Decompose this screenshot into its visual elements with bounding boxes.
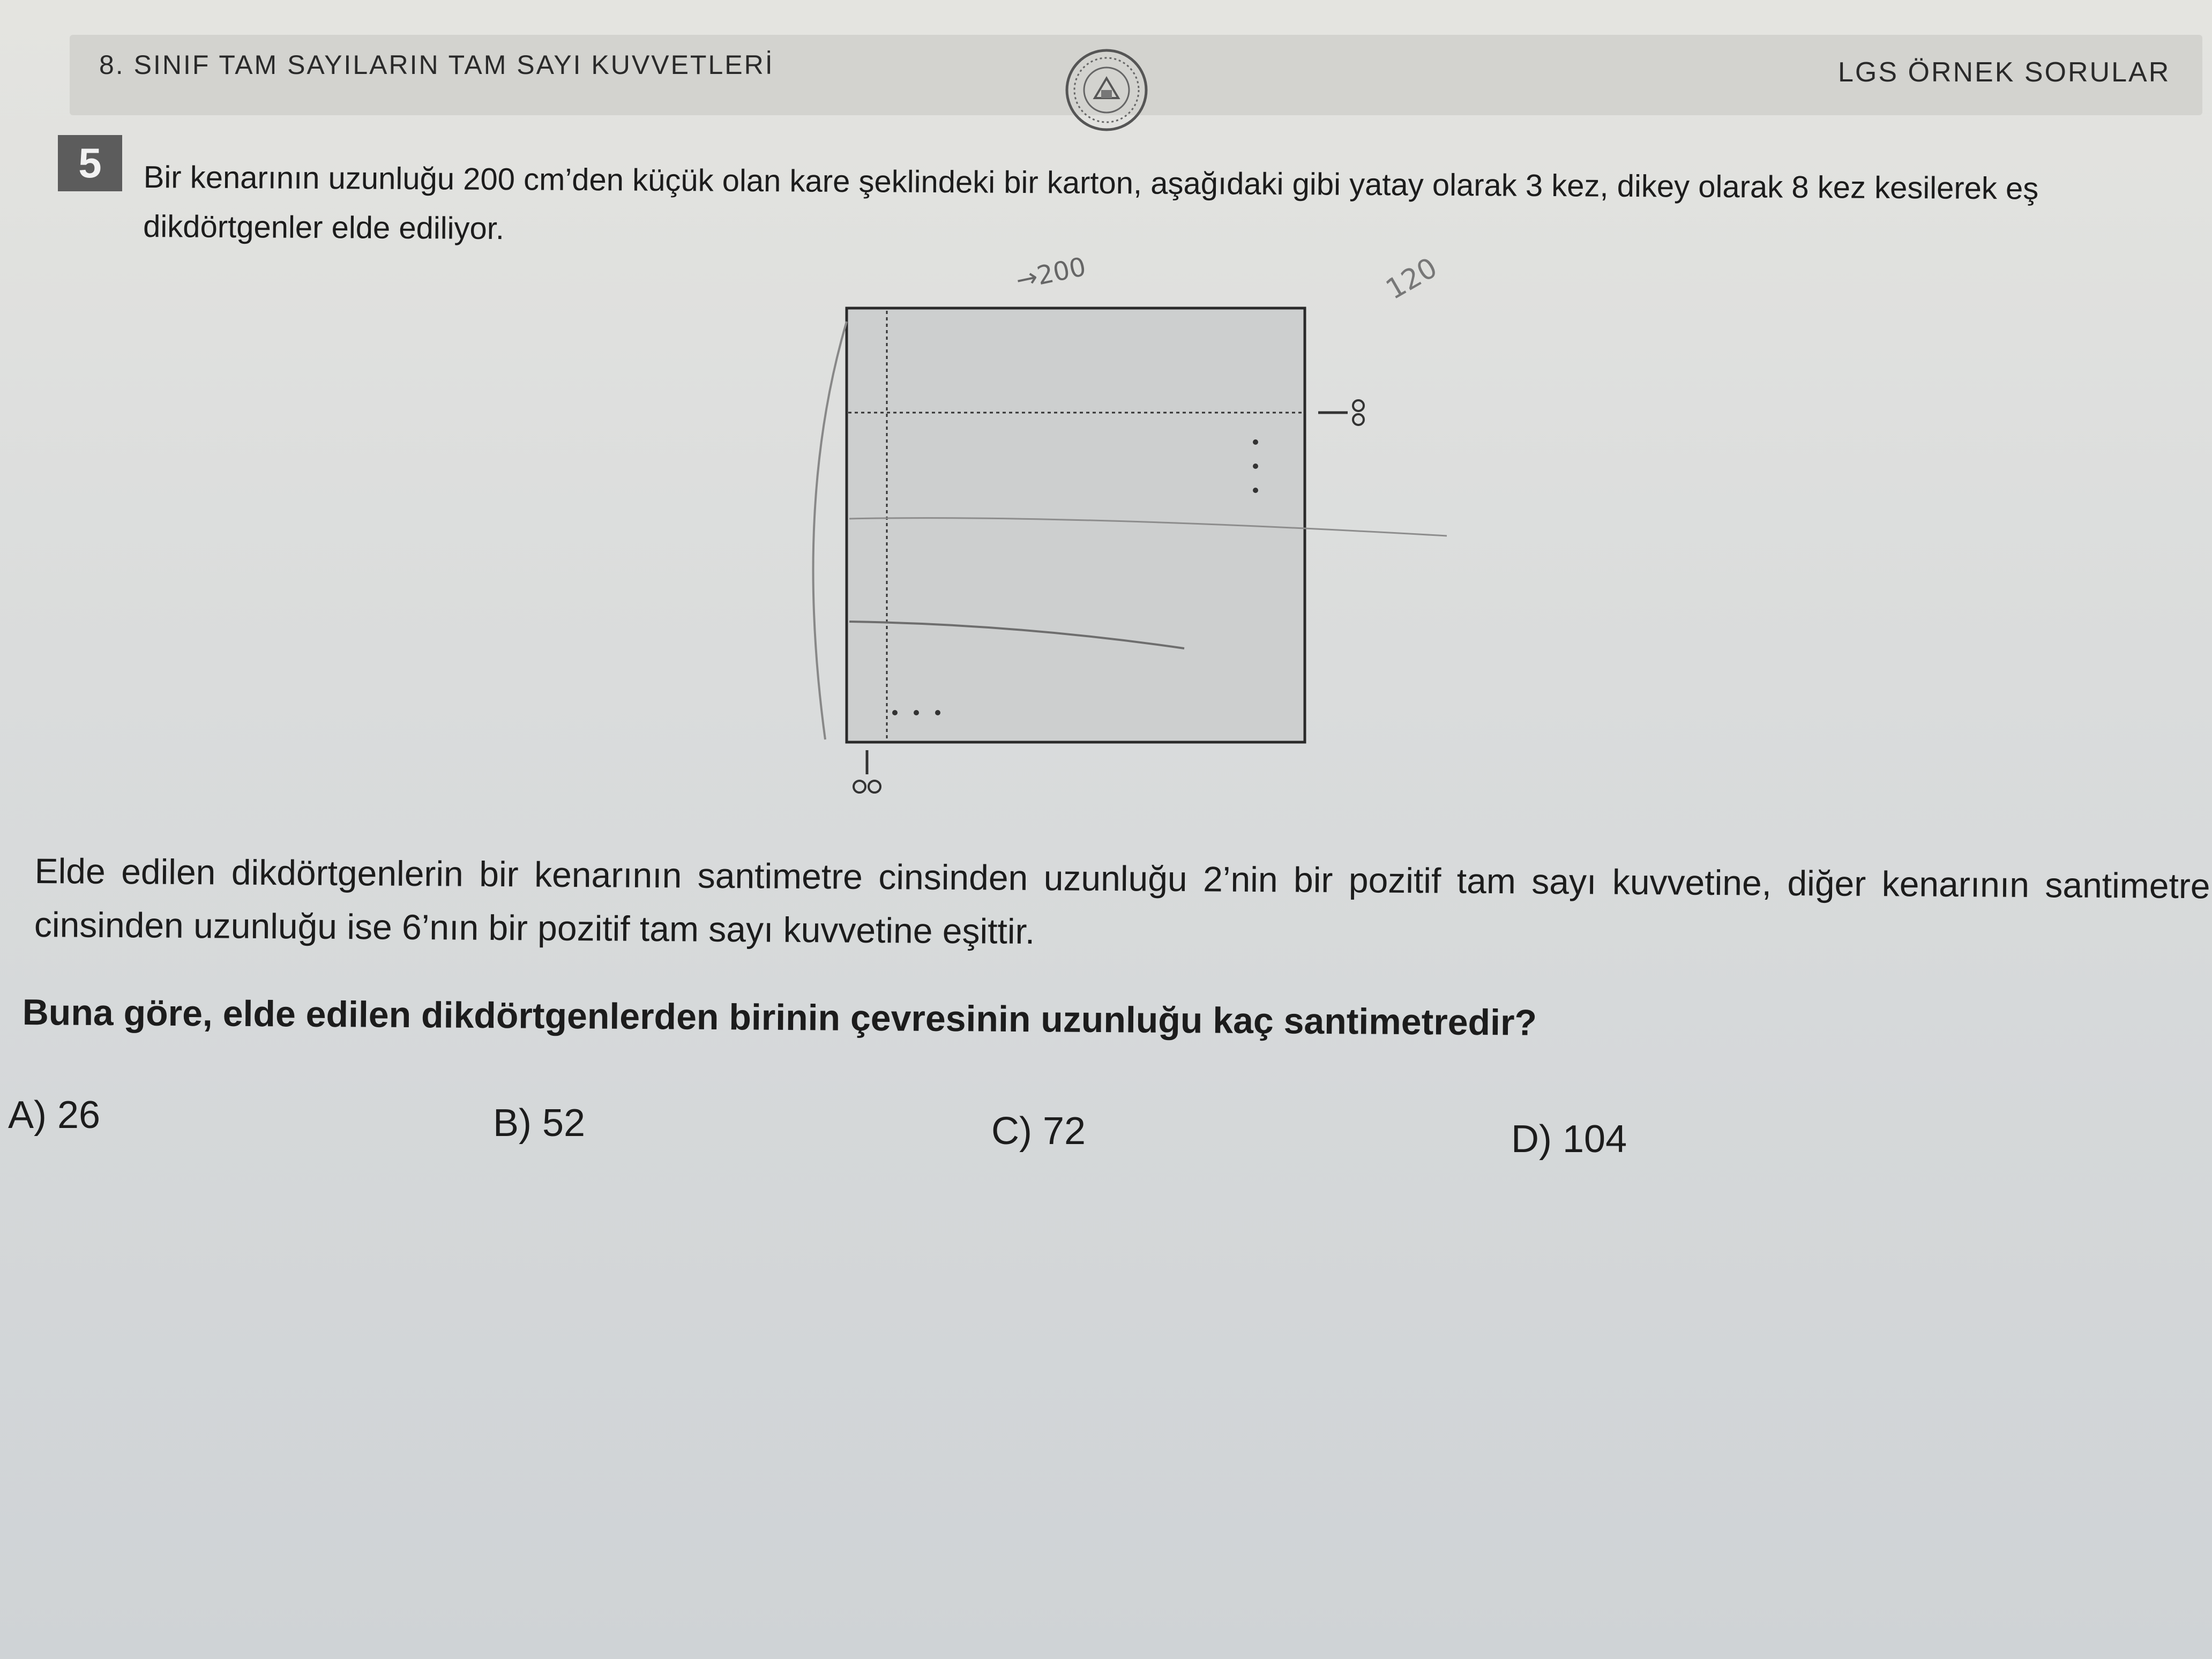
sample-label: LGS ÖRNEK SORULAR xyxy=(1838,57,2171,88)
option-b[interactable]: B) 52 xyxy=(493,1102,586,1145)
handwritten-note: 120 xyxy=(1380,251,1443,307)
question-body: Elde edilen dikdörtgenlerin bir kenarının santimetre cinsinden uzunluğu 2’nin bir pozitif tam sayı kuvvetine, diğer kenarının santimetre cinsinden uzunluğu ise 6’nın bir pozitif tam sayı kuvvetine eşittir. xyxy=(34,850,2210,952)
question-intro: Bir kenarının uzunluğu 200 cm’den küçük olan kare şeklindeki bir karton, aşağıdaki gibi yatay olarak 3 kez, dikey olarak 8 kez kesilerek eş dikdörtgenler elde ediliyor. xyxy=(143,159,2039,246)
chapter-title: 8. SINIF TAM SAYILARIN TAM SAYI KUVVETLERİ xyxy=(99,50,774,80)
option-a[interactable]: A) 26 xyxy=(8,1094,101,1137)
option-c[interactable]: C) 72 xyxy=(991,1110,1086,1153)
scissors-icon xyxy=(854,750,880,793)
scissors-icon xyxy=(1318,400,1364,425)
option-d[interactable]: D) 104 xyxy=(1511,1118,1627,1161)
question-prompt: Buna göre, elde edilen dikdörtgenlerden birinin çevresinin uzunluğu kaç santimetredir? xyxy=(22,992,1537,1043)
handwritten-note: →200 xyxy=(1013,251,1089,296)
meb-emblem-icon xyxy=(1064,47,1149,133)
question-number: 5 xyxy=(58,135,122,191)
cut-square-figure xyxy=(697,236,1500,847)
